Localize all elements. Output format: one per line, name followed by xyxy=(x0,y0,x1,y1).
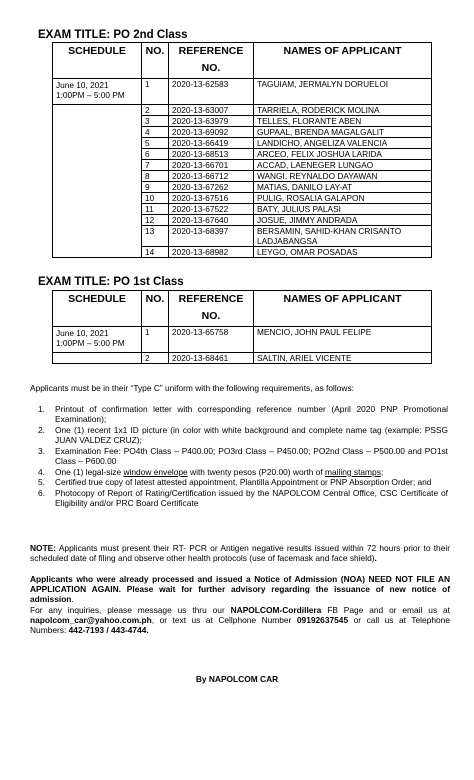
header-names: NAMES OF APPLICANT xyxy=(254,291,432,327)
reference-number: 2020-13-68513 xyxy=(169,149,254,160)
applicant-name: ARCEO, FELIX JOSHUA LARIDA xyxy=(254,149,432,160)
table-row xyxy=(53,79,432,105)
signature: By NAPOLCOM CAR xyxy=(195,674,279,684)
note-paragraph: NOTE: Applicants must present their RT- PCR or Antigen negative results issued within 72 hours prior to their scheduled date of filing and observe other health protocols (use of facemask and face shield). xyxy=(30,543,450,563)
schedule-cell-empty xyxy=(53,160,142,171)
requirement-item: 1. Printout of confirmation letter with corresponding reference number (April 2020 PNP Promotional Examination); xyxy=(38,404,448,425)
header-no: NO. xyxy=(142,43,169,79)
reference-number: 2020-13-67640 xyxy=(169,215,254,226)
applicant-name: MENCIO, JOHN PAUL FELIPE xyxy=(254,327,432,353)
schedule-cell-empty xyxy=(53,182,142,193)
row-number: 2 xyxy=(142,105,169,116)
reference-number: 2020-13-66419 xyxy=(169,138,254,149)
reference-number: 2020-13-67262 xyxy=(169,182,254,193)
table-row xyxy=(53,160,432,171)
reference-number: 2020-13-63007 xyxy=(169,105,254,116)
schedule-cell-empty xyxy=(53,193,142,204)
applicant-name: SALTIN, ARIEL VICENTE xyxy=(254,353,432,364)
row-number: 1 xyxy=(142,327,169,353)
schedule-cell: June 10, 2021 1:00PM – 5:00 PM xyxy=(53,327,142,353)
reference-number: 2020-13-66712 xyxy=(169,171,254,182)
header-reference: REFERENCE NO. xyxy=(169,291,254,327)
reference-number: 2020-13-66701 xyxy=(169,160,254,171)
reference-number: 2020-13-62583 xyxy=(169,79,254,105)
table-row xyxy=(53,226,432,247)
header-schedule: SCHEDULE xyxy=(53,43,142,79)
requirement-item: 4. One (1) legal-size window envelope with twenty pesos (P20.00) worth of mailing stamps; xyxy=(38,466,384,477)
applicant-name: LANDICHO, ANGELIZA VALENCIA xyxy=(254,138,432,149)
applicant-name: PULIG, ROSALIA GALAPON xyxy=(254,193,432,204)
applicant-name: BERSAMIN, SAHID-KHAN CRISANTO LADJABANGSA xyxy=(254,226,432,247)
table-row xyxy=(53,127,432,138)
noa-notice: Applicants who were already processed and issued a Notice of Admission (NOA) NEED NOT FILE AN APPLICATION AGAIN. Please wait for further advisory regarding the issuance of new notice of admission. xyxy=(30,574,450,604)
schedule-cell-empty xyxy=(53,138,142,149)
applicant-name: TARRIELA, RODERICK MOLINA xyxy=(254,105,432,116)
requirements-list xyxy=(38,404,448,509)
applicant-name: LEYGO, OMAR POSADAS xyxy=(254,247,432,258)
reference-number: 2020-13-63979 xyxy=(169,116,254,127)
mailing-stamps-link: mailing stamps xyxy=(325,466,381,477)
schedule-cell-empty xyxy=(53,127,142,138)
row-number: 7 xyxy=(142,160,169,171)
reference-number: 2020-13-68982 xyxy=(169,247,254,258)
row-number: 9 xyxy=(142,182,169,193)
requirements-intro: Applicants must be in their “Type C” uniform with the following requirements, as follows: xyxy=(30,383,354,393)
schedule-table-po1 xyxy=(52,290,432,364)
table-row xyxy=(53,204,432,215)
schedule-cell-empty xyxy=(53,353,142,364)
schedule-cell-empty xyxy=(53,215,142,226)
table-row xyxy=(53,105,432,116)
row-number: 1 xyxy=(142,79,169,105)
schedule-cell-empty xyxy=(53,116,142,127)
requirement-item: 3. Examination Fee: PO4th Class – P400.00; PO3rd Class – P450.00; PO2nd Class – P500.00 and PO1st Class – P600.00 xyxy=(38,445,448,467)
requirement-item: 6. Photocopy of Report of Rating/Certification issued by the NAPOLCOM Central Office, CSC Certificate of Eligibility and/or PRC Board Certificate xyxy=(38,488,448,509)
table-row xyxy=(53,247,432,258)
row-number: 10 xyxy=(142,193,169,204)
table-row xyxy=(53,193,432,204)
table-row xyxy=(53,171,432,182)
table-row xyxy=(53,182,432,193)
row-number: 14 xyxy=(142,247,169,258)
row-number: 3 xyxy=(142,116,169,127)
schedule-cell-empty xyxy=(53,171,142,182)
row-number: 4 xyxy=(142,127,169,138)
applicant-name: ACCAD, LAENEGER LUNGAO xyxy=(254,160,432,171)
exam-title-po1: EXAM TITLE: PO 1st Class xyxy=(38,276,184,288)
row-number: 12 xyxy=(142,215,169,226)
reference-number: 2020-13-67522 xyxy=(169,204,254,215)
reference-number: 2020-13-65758 xyxy=(169,327,254,353)
table-row xyxy=(53,215,432,226)
schedule-cell-empty xyxy=(53,226,142,247)
schedule-cell: June 10, 2021 1:00PM – 5:00 PM xyxy=(53,79,142,105)
schedule-table-po2 xyxy=(52,42,432,258)
header-names: NAMES OF APPLICANT xyxy=(254,43,432,79)
schedule-cell-empty xyxy=(53,204,142,215)
applicant-name: MATIAS, DANILO LAY-AT xyxy=(254,182,432,193)
inquiries-paragraph: For any inquiries, please message us thru our NAPOLCOM-Cordillera FB Page and or email us at napolcom_car@yahoo.com.ph, or text us at Cellphone Number 09192637545 or call us at Telephone Numbers: 442-7193 / 443-4744. xyxy=(30,605,450,635)
table-row xyxy=(53,149,432,160)
telephone-numbers: 442-7193 / 443-4744. xyxy=(68,625,149,635)
header-schedule: SCHEDULE xyxy=(53,291,142,327)
row-number: 13 xyxy=(142,226,169,247)
reference-number: 2020-13-68397 xyxy=(169,226,254,247)
table-row xyxy=(53,138,432,149)
fb-page-name: NAPOLCOM-Cordillera xyxy=(230,605,322,615)
requirement-item: 5. Certified true copy of latest attested appointment, Plantilla Appointment or PNP Absorption Order; and xyxy=(38,477,432,488)
schedule-cell-empty xyxy=(53,105,142,116)
row-number: 6 xyxy=(142,149,169,160)
header-reference: REFERENCE NO. xyxy=(169,43,254,79)
row-number: 5 xyxy=(142,138,169,149)
applicant-name: TAGUIAM, JERMALYN DORUELOI xyxy=(254,79,432,105)
applicant-name: TELLES, FLORANTE ABEN xyxy=(254,116,432,127)
reference-number: 2020-13-69092 xyxy=(169,127,254,138)
email-address: napolcom_car@yahoo.com.ph xyxy=(30,615,152,625)
table-row xyxy=(53,327,432,353)
table-row xyxy=(53,353,432,364)
reference-number: 2020-13-68461 xyxy=(169,353,254,364)
row-number: 11 xyxy=(142,204,169,215)
table-row xyxy=(53,116,432,127)
applicant-name: BATY, JULIUS PALASI xyxy=(254,204,432,215)
cellphone-number: 09192637545 xyxy=(296,615,349,625)
applicant-name: JOSUE, JIMMY ANDRADA xyxy=(254,215,432,226)
exam-title-po2: EXAM TITLE: PO 2nd Class xyxy=(38,29,188,41)
requirement-item: 2. One (1) recent 1x1 ID picture (in color with white background and complete name tag (example: PSSG JUAN VALDEZ CRUZ); xyxy=(38,424,448,446)
schedule-cell-empty xyxy=(53,247,142,258)
row-number: 2 xyxy=(142,353,169,364)
schedule-cell-empty xyxy=(53,149,142,160)
row-number: 8 xyxy=(142,171,169,182)
header-no: NO. xyxy=(142,291,169,327)
reference-number: 2020-13-67516 xyxy=(169,193,254,204)
applicant-name: WANGI, REYNALDO DAYAWAN xyxy=(254,171,432,182)
applicant-name: GUPAAL, BRENDA MAGALGALIT xyxy=(254,127,432,138)
window-envelope-link: window envelope xyxy=(123,466,188,477)
